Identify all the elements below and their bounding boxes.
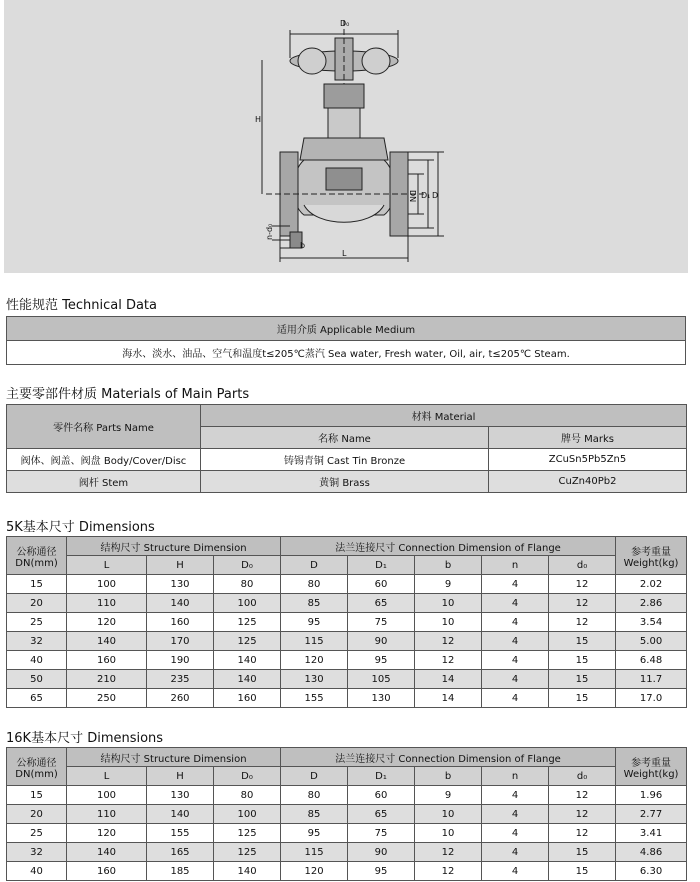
table-cell: 12	[549, 805, 616, 824]
h-label: H	[255, 115, 262, 124]
table-cell: 85	[281, 594, 348, 613]
table-cell: 65	[348, 805, 415, 824]
table-cell: 32	[7, 632, 67, 651]
table-cell: 15	[7, 786, 67, 805]
parts-name-header: 零件名称 Parts Name	[7, 405, 201, 449]
column-header: n	[482, 767, 549, 786]
table-row	[7, 575, 687, 594]
dimensions-5k-table	[6, 536, 687, 708]
table-cell: 140	[147, 594, 214, 613]
table-cell: 12	[549, 613, 616, 632]
column-header: D₀	[214, 556, 281, 575]
table-cell: 120	[67, 613, 147, 632]
medium-value: 海水、淡水、油品、空气和温度t≤205℃蒸汽 Sea water, Fresh water, Oil, air, t≤205℃ Steam.	[7, 341, 686, 365]
column-header: D	[281, 767, 348, 786]
dimensions-16k-title: 16K基本尺寸 Dimensions	[6, 731, 164, 746]
table-cell: 95	[348, 862, 415, 881]
table-cell: 130	[348, 689, 415, 708]
table-cell: 125	[214, 613, 281, 632]
table-cell: 4	[482, 575, 549, 594]
table-cell: 115	[281, 843, 348, 862]
table-cell: 3.54	[616, 613, 687, 632]
table-cell: 100	[67, 786, 147, 805]
table-cell: 185	[147, 862, 214, 881]
table-cell: 10	[415, 613, 482, 632]
table-cell: 140	[147, 805, 214, 824]
column-header: n	[482, 556, 549, 575]
table-cell: 4	[482, 805, 549, 824]
flange-dimension-header: 法兰连接尺寸 Connection Dimension of Flange	[281, 748, 616, 767]
table-cell: 9	[415, 575, 482, 594]
table-cell: 160	[67, 651, 147, 670]
table-cell: 25	[7, 613, 67, 632]
medium-header: 适用介质 Applicable Medium	[7, 317, 686, 341]
table-row	[7, 651, 687, 670]
table-cell: 110	[67, 594, 147, 613]
table-row	[7, 613, 687, 632]
table-cell: 15	[549, 862, 616, 881]
table-cell: 20	[7, 594, 67, 613]
table-cell: 4	[482, 613, 549, 632]
table-cell: 100	[214, 594, 281, 613]
table-row	[7, 471, 687, 493]
table-cell: 120	[67, 824, 147, 843]
weight-header: 参考重量 Weight(kg)	[616, 748, 687, 786]
table-cell: 20	[7, 805, 67, 824]
table-row	[7, 805, 687, 824]
table-row	[7, 824, 687, 843]
table-cell: 15	[7, 575, 67, 594]
table-cell: 15	[549, 843, 616, 862]
table-row	[7, 786, 687, 805]
table-cell: 10	[415, 594, 482, 613]
table-cell: 160	[67, 862, 147, 881]
table-cell: 65	[7, 689, 67, 708]
table-cell: 155	[281, 689, 348, 708]
table-cell: 165	[147, 843, 214, 862]
table-cell: 140	[67, 843, 147, 862]
weight-header: 参考重量 Weight(kg)	[616, 537, 687, 575]
table-cell: 125	[214, 824, 281, 843]
material-mark-cell: ZCuSn5Pb5Zn5	[489, 449, 687, 471]
valve-drawing-panel	[4, 0, 688, 273]
table-cell: 100	[67, 575, 147, 594]
table-cell: 15	[549, 689, 616, 708]
table-cell: 100	[214, 805, 281, 824]
technical-data-table	[6, 316, 686, 365]
table-cell: 5.00	[616, 632, 687, 651]
technical-data-title: 性能规范 Technical Data	[6, 298, 157, 313]
part-cell: 阀杆 Stem	[7, 471, 201, 493]
disc	[326, 168, 362, 190]
table-cell: 4	[482, 843, 549, 862]
table-row	[7, 449, 687, 471]
table-cell: 15	[549, 632, 616, 651]
table-cell: 125	[214, 632, 281, 651]
table-cell: 90	[348, 843, 415, 862]
table-cell: 11.7	[616, 670, 687, 689]
table-cell: 14	[415, 689, 482, 708]
table-cell: 6.48	[616, 651, 687, 670]
d0-label: D₀	[340, 19, 350, 28]
table-cell: 12	[549, 594, 616, 613]
structure-dimension-header: 结构尺寸 Structure Dimension	[67, 537, 281, 556]
table-cell: 6.30	[616, 862, 687, 881]
table-cell: 15	[549, 651, 616, 670]
column-header: H	[147, 767, 214, 786]
table-cell: 140	[214, 670, 281, 689]
material-header: 材料 Material	[201, 405, 687, 427]
table-cell: 80	[214, 575, 281, 594]
table-cell: 15	[549, 670, 616, 689]
column-header: D₁	[348, 556, 415, 575]
table-cell: 4	[482, 670, 549, 689]
table-cell: 130	[147, 575, 214, 594]
table-row	[7, 862, 687, 881]
table-cell: 12	[415, 862, 482, 881]
table-cell: 40	[7, 651, 67, 670]
table-cell: 80	[281, 575, 348, 594]
table-cell: 14	[415, 670, 482, 689]
flange-dimension-header: 法兰连接尺寸 Connection Dimension of Flange	[281, 537, 616, 556]
dimensions-16k-table	[6, 747, 687, 881]
table-cell: 130	[281, 670, 348, 689]
table-cell: 115	[281, 632, 348, 651]
table-cell: 60	[348, 786, 415, 805]
column-header: L	[67, 767, 147, 786]
part-cell: 阀体、阀盖、阀盘 Body/Cover/Disc	[7, 449, 201, 471]
table-cell: 12	[415, 843, 482, 862]
dn-header: 公称通径 DN(mm)	[7, 537, 67, 575]
table-cell: 120	[281, 862, 348, 881]
table-cell: 110	[67, 805, 147, 824]
table-cell: 95	[281, 824, 348, 843]
table-cell: 80	[214, 786, 281, 805]
table-cell: 130	[147, 786, 214, 805]
table-cell: 75	[348, 824, 415, 843]
table-cell: 2.86	[616, 594, 687, 613]
column-header: D₁	[348, 767, 415, 786]
dimensions-5k-title: 5K基本尺寸 Dimensions	[6, 520, 155, 535]
dn-header: 公称通径 DN(mm)	[7, 748, 67, 786]
table-cell: 40	[7, 862, 67, 881]
column-header: H	[147, 556, 214, 575]
globe-valve-drawing	[4, 0, 688, 273]
materials-table	[6, 404, 687, 493]
table-cell: 12	[415, 632, 482, 651]
table-cell: 12	[549, 824, 616, 843]
table-cell: 4	[482, 786, 549, 805]
column-header: D₀	[214, 767, 281, 786]
column-header: D	[281, 556, 348, 575]
l-label: L	[342, 249, 347, 258]
b-label: b	[300, 241, 306, 250]
dn-label: DN	[408, 190, 417, 203]
table-cell: 9	[415, 786, 482, 805]
material-mark-cell: CuZn40Pb2	[489, 471, 687, 493]
table-cell: 4	[482, 651, 549, 670]
table-row	[7, 632, 687, 651]
table-cell: 4	[482, 632, 549, 651]
name-header: 名称 Name	[201, 427, 489, 449]
table-cell: 12	[549, 786, 616, 805]
table-cell: 25	[7, 824, 67, 843]
material-name-cell: 铸锡青铜 Cast Tin Bronze	[201, 449, 489, 471]
table-cell: 160	[214, 689, 281, 708]
table-row	[7, 843, 687, 862]
table-row	[7, 689, 687, 708]
table-cell: 95	[281, 613, 348, 632]
material-name-cell: 黄铜 Brass	[201, 471, 489, 493]
table-cell: 4	[482, 594, 549, 613]
table-cell: 160	[147, 613, 214, 632]
table-cell: 75	[348, 613, 415, 632]
structure-dimension-header: 结构尺寸 Structure Dimension	[67, 748, 281, 767]
table-cell: 140	[214, 651, 281, 670]
table-cell: 4	[482, 824, 549, 843]
table-cell: 50	[7, 670, 67, 689]
table-cell: 4	[482, 862, 549, 881]
table-cell: 210	[67, 670, 147, 689]
table-cell: 80	[281, 786, 348, 805]
table-cell: 12	[549, 575, 616, 594]
bonnet	[300, 138, 388, 160]
table-cell: 120	[281, 651, 348, 670]
table-cell: 95	[348, 651, 415, 670]
nd0-label: n-d₀	[265, 223, 274, 240]
table-cell: 4.86	[616, 843, 687, 862]
materials-title: 主要零部件材质 Materials of Main Parts	[6, 387, 250, 402]
d-label: D	[432, 191, 439, 200]
table-cell: 235	[147, 670, 214, 689]
table-cell: 10	[415, 824, 482, 843]
table-cell: 140	[67, 632, 147, 651]
table-cell: 60	[348, 575, 415, 594]
column-header: b	[415, 556, 482, 575]
table-cell: 2.02	[616, 575, 687, 594]
d1-label: D₁	[421, 191, 431, 200]
table-cell: 32	[7, 843, 67, 862]
gland	[324, 84, 364, 108]
table-cell: 155	[147, 824, 214, 843]
column-header: L	[67, 556, 147, 575]
table-cell: 140	[214, 862, 281, 881]
table-cell: 125	[214, 843, 281, 862]
marks-header: 牌号 Marks	[489, 427, 687, 449]
table-cell: 10	[415, 805, 482, 824]
table-cell: 260	[147, 689, 214, 708]
table-cell: 3.41	[616, 824, 687, 843]
table-cell: 250	[67, 689, 147, 708]
column-header: d₀	[549, 767, 616, 786]
column-header: d₀	[549, 556, 616, 575]
table-cell: 4	[482, 689, 549, 708]
table-cell: 85	[281, 805, 348, 824]
table-cell: 2.77	[616, 805, 687, 824]
table-cell: 105	[348, 670, 415, 689]
table-cell: 65	[348, 594, 415, 613]
table-cell: 1.96	[616, 786, 687, 805]
table-cell: 190	[147, 651, 214, 670]
table-row	[7, 670, 687, 689]
table-row	[7, 594, 687, 613]
table-cell: 170	[147, 632, 214, 651]
table-cell: 17.0	[616, 689, 687, 708]
table-cell: 90	[348, 632, 415, 651]
table-cell: 12	[415, 651, 482, 670]
column-header: b	[415, 767, 482, 786]
